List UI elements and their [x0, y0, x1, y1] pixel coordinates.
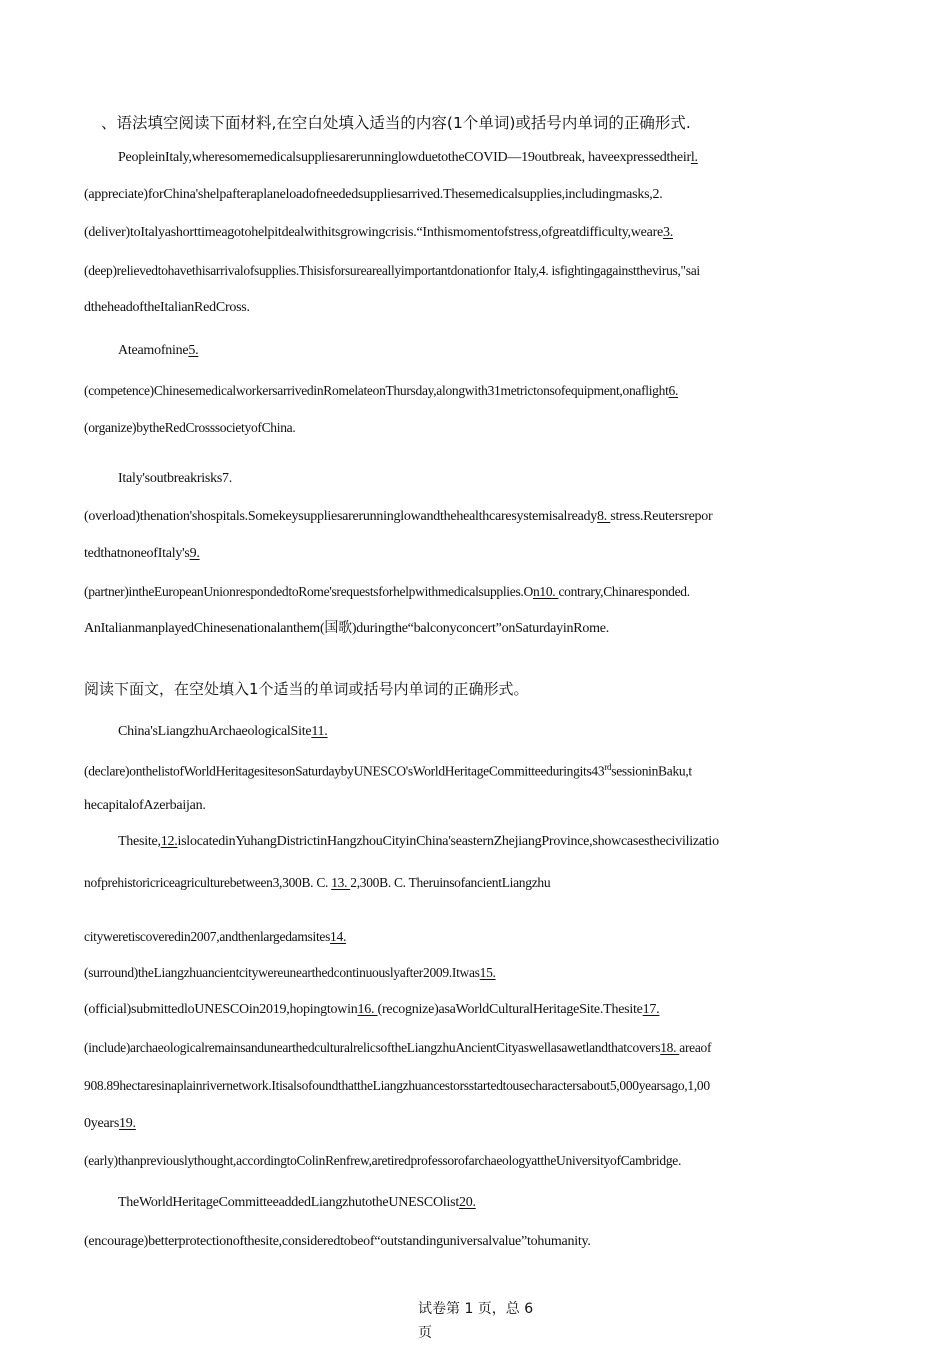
page-footer: [418, 1297, 533, 1345]
blank-19: 19.: [119, 1116, 136, 1131]
blank-11: 11.: [311, 724, 328, 739]
blank-16: 16.: [357, 1002, 378, 1017]
s2-p2-line4: (surround)theLiangzhuancientcitywereunearthedcontinuouslyafter2009.Itwas15.: [84, 965, 496, 980]
s1-p1-line1: PeopleinItaly,wheresomemedicalsuppliesarerunninglowduetotheCOVID—19outbreak, haveexpressedtheirl.: [118, 150, 698, 165]
s1-p2-line1: Ateamofnine5.: [118, 343, 199, 358]
blank-17: 17.: [642, 1002, 660, 1017]
s2-p2-line2: nofprehistoricriceagriculturebetween3,300B. C. 13. 2,300B. C. TheruinsofancientLiangzhu: [84, 875, 551, 890]
s1-p3-line2: (overload)thenation'shospitals.Somekeysuppliesarerunninglowandthehealthcaresystemisalready8. stress.Reutersrepor: [84, 509, 713, 524]
s2-p2-line3: cityweretiscoveredin2007,andthenlargedamsites14.: [84, 929, 347, 944]
blank-15: 15.: [479, 965, 496, 980]
section1-heading: 、语法填空阅读下面材料,在空白处填入适当的内容(1个单词)或括号内单词的正确形式.: [101, 114, 691, 132]
page-number: 试卷第 1 页，总 6: [418, 1301, 534, 1317]
s2-p1-line3: hecapitalofAzerbaijan.: [84, 798, 206, 813]
s2-p2-line8: 0years19.: [84, 1116, 136, 1131]
s1-p1-line5: dtheheadoftheItalianRedCross.: [84, 300, 250, 315]
s1-p1-line3: (deliver)toItalyashorttimeagotohelpitdealwithitsgrowingcrisis.“Inthismomentofstress,ofgreatdifficulty,weare3.: [84, 225, 673, 240]
section2-heading: 阅读下面文，在空处填入1个适当的单词或括号内单词的正确形式。: [84, 680, 529, 698]
s1-p2-line2: (competence)ChinesemedicalworkersarrivedinRomelateonThursday,alongwith31metrictonsofequipment,onaflight6.: [84, 383, 679, 398]
s2-p2-line1: Thesite,12.islocatedinYuhangDistrictinHangzhouCityinChina'seasternZhejiangProvince,showcasesthecivilizatio: [118, 834, 719, 849]
blank-9: 9.: [189, 546, 200, 561]
s1-p3-line5: AnItalianmanplayedChinesenationalanthem(国歌)duringthe“balconyconcert”onSaturdayinRome.: [84, 621, 609, 636]
s2-p3-line2: (encourage)betterprotectionofthesite,consideredtobeof“outstandinguniversalvalue”tohumanity.: [84, 1234, 591, 1249]
blank-8: 8.: [597, 509, 611, 524]
s2-p1-line1: China'sLiangzhuArchaeologicalSite11.: [118, 724, 328, 739]
blank-1: l.: [690, 150, 698, 165]
s2-p2-line6: (include)archaeologicalremainsandunearthedculturalrelicsoftheLiangzhuAncientCityaswellasawetlandthatcovers18. areaof: [84, 1040, 712, 1055]
s2-p1-line2: (declare)onthelistofWorldHeritagesitesonSaturdaybyUNESCO'sWorldHeritageCommitteeduringits43rdsessioninBaku,t: [84, 762, 692, 779]
s2-p3-line1: TheWorldHeritageCommitteeaddedLiangzhutotheUNESCOlist20.: [118, 1195, 476, 1210]
s1-p2-line3: (organize)bytheRedCrosssocietyofChina.: [84, 420, 296, 435]
blank-18: 18.: [660, 1040, 680, 1055]
s2-p2-line9: (early)thanpreviouslythought,accordingtoColinRenfrew,aretiredprofessorofarchaeologyattheUniversityofCambridge.: [84, 1153, 682, 1168]
page-number-suffix: 页: [418, 1325, 432, 1341]
blank-3: 3.: [662, 225, 673, 240]
blank-12: 12.: [160, 834, 178, 849]
blank-13: 13.: [331, 875, 351, 890]
s1-p3-line4: (partner)intheEuropeanUnionrespondedtoRome'srequestsforhelpwithmedicalsupplies.On10. contrary,Chinaresponded.: [84, 584, 690, 599]
s1-p1-line4: (deep)relievedtohavethisarrivalofsupplies.Thisisforsureareallyimportantdonationfor Italy,4. isfightingagainstthevirus,"sai: [84, 263, 700, 278]
s2-p2-line7: 908.89hectaresinaplainrivernetwork.ItisalsofoundthattheLiangzhuancestorsstartedtousecharactersabout5,000yearsago,1,00: [84, 1078, 710, 1093]
blank-6: 6.: [668, 383, 679, 398]
s1-p3-line3: tedthatnoneofItaly's9.: [84, 546, 200, 561]
blank-14: 14.: [330, 929, 347, 944]
s1-p1-line2: (appreciate)forChina'shelpafteraplaneloadofneededsuppliesarrived.Thesemedicalsupplies,includingmasks,2.: [84, 187, 663, 202]
blank-20: 20.: [458, 1195, 476, 1210]
s2-p2-line5: (official)submittedloUNESCOin2019,hopingtowin16. (recognize)asaWorldCulturalHeritageSite.Thesite17.: [84, 1002, 660, 1017]
blank-5: 5.: [188, 343, 199, 358]
blank-10: n10.: [532, 584, 559, 599]
s1-p3-line1: Italy'soutbreakrisks7.: [118, 471, 233, 486]
